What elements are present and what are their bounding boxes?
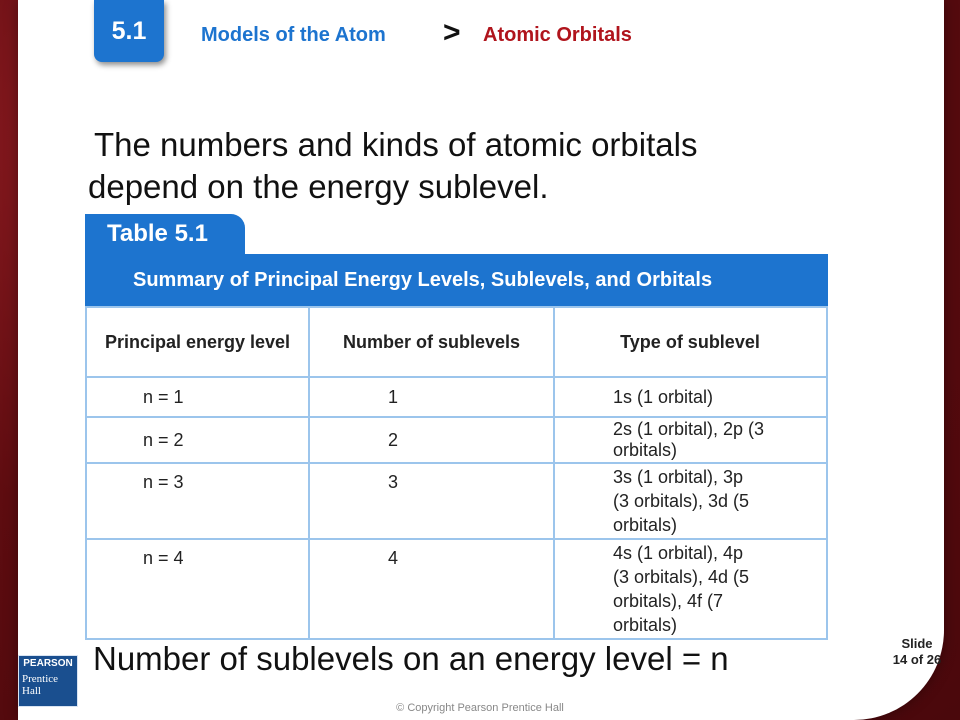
table-row: [86, 417, 827, 463]
table-tab-label: Table 5.1: [85, 214, 245, 254]
section-badge: 5.1: [94, 0, 164, 62]
slide-counter-label: Slide: [901, 636, 933, 651]
cell-level: n = 1: [86, 377, 309, 417]
copyright-notice: © Copyright Pearson Prentice Hall: [396, 702, 564, 714]
column-header-level: Principal energy level: [86, 307, 309, 377]
table-header-row: [86, 307, 827, 377]
cell-types: 3s (1 orbital), 3p (3 orbitals), 3d (5 orbitals): [554, 463, 827, 539]
breadcrumb-current: Atomic Orbitals: [483, 24, 632, 46]
cell-types: 2s (1 orbital), 2p (3 orbitals): [554, 417, 827, 463]
logo-line3: Hall: [22, 685, 41, 697]
cell-types: 1s (1 orbital): [554, 377, 827, 417]
cell-types: 4s (1 orbital), 4p (3 orbitals), 4d (5 orbitals), 4f (7 orbitals): [554, 539, 827, 639]
footer-statement: Number of sublevels on an energy level = n: [93, 640, 729, 677]
cell-count: 1: [309, 377, 554, 417]
cell-level: n = 2: [86, 417, 309, 463]
breadcrumb-separator: >: [443, 16, 461, 49]
logo-line2-3: [22, 673, 58, 697]
cell-count: 2: [309, 417, 554, 463]
column-header-count: Number of sublevels: [309, 307, 554, 377]
logo-line2: Prentice: [22, 673, 59, 685]
cell-level: n = 4: [86, 539, 309, 639]
cell-level: n = 3: [86, 463, 309, 539]
slide-headline: The numbers and kinds of atomic orbitals depend on the energy sublevel.: [88, 126, 698, 205]
pearson-logo: [18, 655, 78, 707]
slide-counter: [884, 636, 950, 668]
table-title: Summary of Principal Energy Levels, Sublevels, and Orbitals: [85, 254, 828, 306]
table-row: [86, 539, 827, 639]
orbital-summary-table: [85, 306, 828, 640]
slide-counter-position: 14 of 26: [892, 652, 942, 667]
table-row: [86, 463, 827, 539]
table-row: [86, 377, 827, 417]
logo-line1: PEARSON: [23, 658, 73, 669]
breadcrumb-parent: Models of the Atom: [201, 24, 386, 46]
cell-count: 3: [309, 463, 554, 539]
column-header-type: Type of sublevel: [554, 307, 827, 377]
cell-count: 4: [309, 539, 554, 639]
